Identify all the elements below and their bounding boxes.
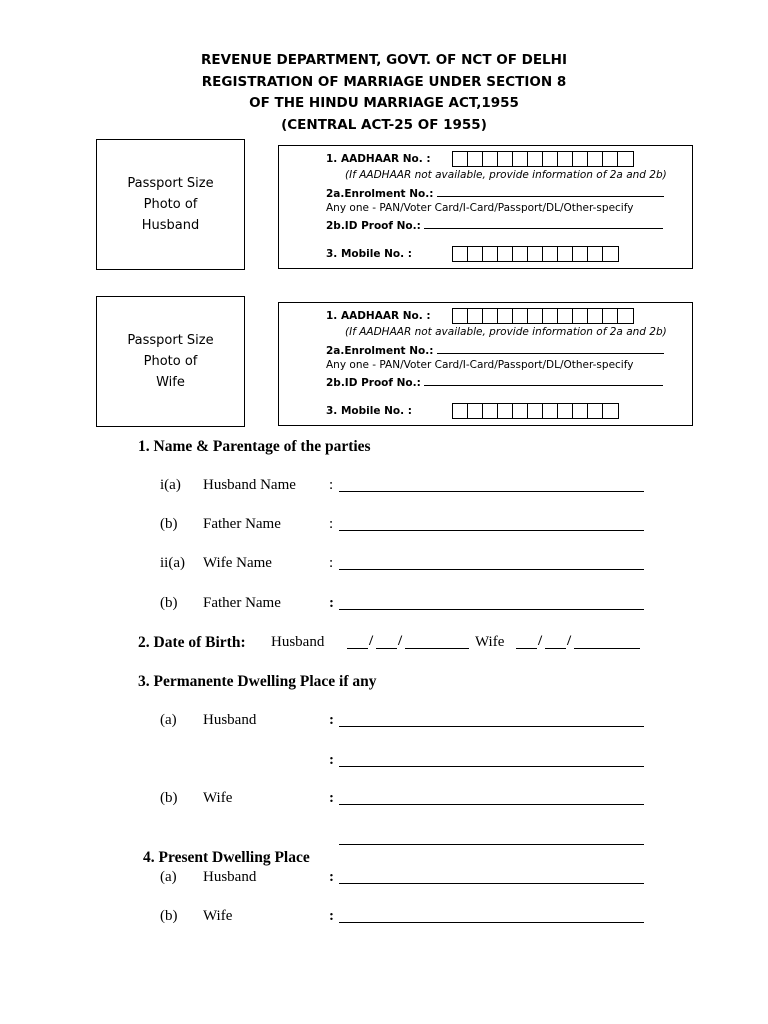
row-number: (b) xyxy=(160,908,178,924)
husband-idproof-field[interactable] xyxy=(424,218,663,229)
wife-enrolment-field[interactable] xyxy=(437,343,664,354)
husband-aadhaar-input[interactable] xyxy=(452,151,634,167)
colon: : xyxy=(329,595,334,611)
date-separator: / xyxy=(567,633,572,649)
wife-aadhaar-input[interactable] xyxy=(452,308,634,324)
colon: : xyxy=(329,869,334,885)
section-4-title: 4. Present Dwelling Place xyxy=(143,849,310,866)
wife-father-name-field[interactable] xyxy=(339,609,644,610)
row-number: (a) xyxy=(160,712,177,728)
permanent-wife-label: Wife xyxy=(203,790,233,806)
enrolment-label: 2a.Enrolment No.: xyxy=(326,188,434,200)
husband-father-name-label: Father Name xyxy=(203,516,281,532)
husband-enrolment-field[interactable] xyxy=(437,186,664,197)
present-husband-field[interactable] xyxy=(339,883,644,884)
photo-label-line: Passport Size xyxy=(127,176,214,191)
wife-id-box xyxy=(278,302,693,426)
photo-label-line: Photo of xyxy=(143,354,198,369)
photo-label-line: Passport Size xyxy=(127,333,214,348)
colon: : xyxy=(329,752,334,768)
section-1-title: 1. Name & Parentage of the parties xyxy=(138,438,371,455)
section-2-title: 2. Date of Birth: xyxy=(138,634,246,651)
mobile-label: 3. Mobile No. : xyxy=(326,248,412,260)
date-separator: / xyxy=(398,633,403,649)
photo-label-line: Photo of xyxy=(143,197,198,212)
husband-dob-month[interactable] xyxy=(376,648,397,649)
id-type-text: Any one - PAN/Voter Card/I-Card/Passport/DL/Other-specify xyxy=(326,202,634,214)
husband-mobile-input[interactable] xyxy=(452,246,619,262)
aadhaar-label: 1. AADHAAR No. : xyxy=(326,153,431,165)
row-number: ii(a) xyxy=(160,555,185,571)
row-number: i(a) xyxy=(160,477,181,493)
permanent-husband-label: Husband xyxy=(203,712,257,728)
colon: : xyxy=(329,712,334,728)
husband-id-box xyxy=(278,145,693,269)
wife-name-field[interactable] xyxy=(339,569,644,570)
permanent-husband-field-1[interactable] xyxy=(339,726,644,727)
idproof-label: 2b.ID Proof No.: xyxy=(326,377,421,389)
form-header xyxy=(0,50,768,136)
enrolment-label: 2a.Enrolment No.: xyxy=(326,345,434,357)
husband-dob-year[interactable] xyxy=(405,648,469,649)
permanent-wife-field-1[interactable] xyxy=(339,804,644,805)
date-separator: / xyxy=(538,633,543,649)
photo-label-line: Wife xyxy=(156,375,185,390)
id-type-text: Any one - PAN/Voter Card/I-Card/Passport/DL/Other-specify xyxy=(326,359,634,371)
permanent-wife-field-2[interactable] xyxy=(339,844,644,845)
aadhaar-note: (If AADHAAR not available, provide information of 2a and 2b) xyxy=(345,169,667,181)
header-line-3: OF THE HINDU MARRIAGE ACT,1955 xyxy=(249,95,519,111)
date-separator: / xyxy=(369,633,374,649)
husband-name-label: Husband Name xyxy=(203,477,296,493)
husband-name-field[interactable] xyxy=(339,491,644,492)
header-line-2: REGISTRATION OF MARRIAGE UNDER SECTION 8 xyxy=(201,73,567,90)
wife-dob-day[interactable] xyxy=(516,648,537,649)
colon: : xyxy=(329,516,334,532)
permanent-husband-field-2[interactable] xyxy=(339,766,644,767)
colon: : xyxy=(329,555,334,571)
row-number: (b) xyxy=(160,790,178,806)
aadhaar-note: (If AADHAAR not available, provide information of 2a and 2b) xyxy=(345,326,667,338)
wife-father-name-label: Father Name xyxy=(203,595,281,611)
row-number: (a) xyxy=(160,869,177,885)
row-number: (b) xyxy=(160,516,178,532)
wife-name-label: Wife Name xyxy=(203,555,272,571)
dob-husband-label: Husband xyxy=(271,634,325,650)
husband-photo-box[interactable] xyxy=(96,139,245,270)
idproof-label: 2b.ID Proof No.: xyxy=(326,220,421,232)
present-husband-label: Husband xyxy=(203,869,257,885)
wife-dob-month[interactable] xyxy=(545,648,566,649)
colon: : xyxy=(329,477,334,493)
wife-photo-box[interactable] xyxy=(96,296,245,427)
aadhaar-label: 1. AADHAAR No. : xyxy=(326,310,431,322)
colon: : xyxy=(329,908,334,924)
photo-label-line: Husband xyxy=(141,218,200,233)
wife-mobile-input[interactable] xyxy=(452,403,619,419)
colon: : xyxy=(329,790,334,806)
dob-wife-label: Wife xyxy=(475,634,505,650)
section-3-title: 3. Permanente Dwelling Place if any xyxy=(138,673,377,690)
present-wife-label: Wife xyxy=(203,908,233,924)
wife-idproof-field[interactable] xyxy=(424,375,663,386)
header-line-1: REVENUE DEPARTMENT, GOVT. OF NCT OF DELHI xyxy=(201,52,567,68)
wife-dob-year[interactable] xyxy=(574,648,640,649)
row-number: (b) xyxy=(160,595,178,611)
husband-father-name-field[interactable] xyxy=(339,530,644,531)
present-wife-field[interactable] xyxy=(339,922,644,923)
header-line-4: (CENTRAL ACT-25 OF 1955) xyxy=(281,116,487,133)
husband-dob-day[interactable] xyxy=(347,648,368,649)
mobile-label: 3. Mobile No. : xyxy=(326,405,412,417)
